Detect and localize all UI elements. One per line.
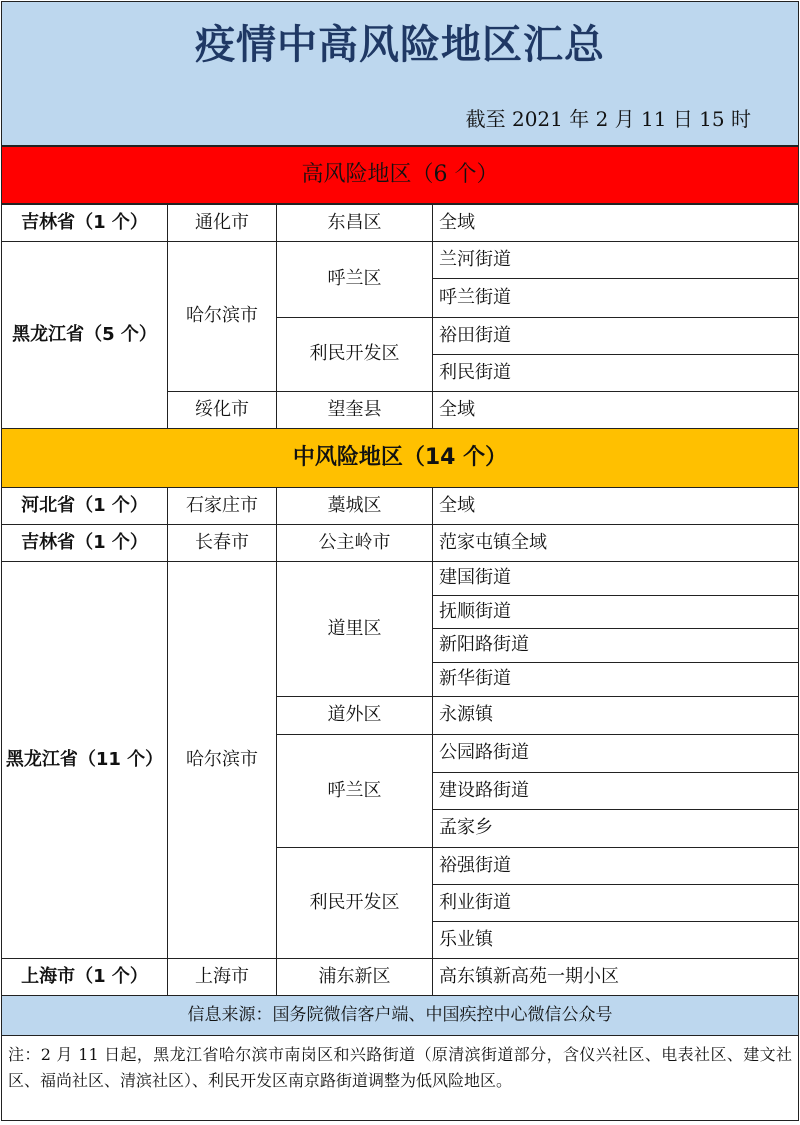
note-paragraph: 注：2 月 11 日起，黑龙江省哈尔滨市南岗区和兴路街道（原清滨街道部分，含仪兴社区、电表社区、建文社区、福尚社区、清滨社区）、利民开发区南京路街道调整为低风险地区。 xyxy=(1,1035,799,1121)
area-cell: 公园路街道 xyxy=(432,734,799,773)
page-title: 疫情中高风险地区汇总 xyxy=(195,22,605,68)
district-cell: 东昌区 xyxy=(276,204,433,242)
area-cell: 全域 xyxy=(432,204,799,242)
province-cell: 吉林省（1 个） xyxy=(1,204,168,242)
risk-area-summary-sheet xyxy=(1,1,799,1121)
province-cell: 上海市（1 个） xyxy=(1,958,168,996)
city-cell: 上海市 xyxy=(167,958,277,996)
city-cell: 绥化市 xyxy=(167,391,277,429)
province-cell: 河北省（1 个） xyxy=(1,487,168,525)
district-cell: 利民开发区 xyxy=(276,317,433,392)
district-cell: 道外区 xyxy=(276,696,433,735)
city-cell: 长春市 xyxy=(167,524,277,562)
area-cell: 裕田街道 xyxy=(432,317,799,355)
area-cell: 呼兰街道 xyxy=(432,278,799,318)
district-cell: 浦东新区 xyxy=(276,958,433,996)
area-cell: 新华街道 xyxy=(432,662,799,697)
province-cell: 黑龙江省（5 个） xyxy=(1,241,168,429)
as-of-time: 截至 2021 年 2 月 11 日 15 时 xyxy=(465,107,751,131)
area-cell: 范家屯镇全域 xyxy=(432,524,799,562)
district-cell: 呼兰区 xyxy=(276,734,433,848)
city-cell: 通化市 xyxy=(167,204,277,242)
area-cell: 利业街道 xyxy=(432,884,799,922)
area-cell: 建设路街道 xyxy=(432,772,799,810)
district-cell: 公主岭市 xyxy=(276,524,433,562)
area-cell: 乐业镇 xyxy=(432,921,799,959)
area-cell: 兰河街道 xyxy=(432,241,799,279)
district-cell: 藁城区 xyxy=(276,487,433,525)
area-cell: 建国街道 xyxy=(432,561,799,596)
high-risk-header: 高风险地区（6 个） xyxy=(1,146,799,204)
province-cell: 吉林省（1 个） xyxy=(1,524,168,562)
area-cell: 永源镇 xyxy=(432,696,799,735)
area-cell: 利民街道 xyxy=(432,354,799,392)
area-cell: 新阳路街道 xyxy=(432,628,799,663)
medium-risk-header: 中风险地区（14 个） xyxy=(1,428,799,488)
area-cell: 裕强街道 xyxy=(432,847,799,885)
area-cell: 全域 xyxy=(432,391,799,429)
city-cell: 哈尔滨市 xyxy=(167,241,277,392)
area-cell: 抚顺街道 xyxy=(432,595,799,629)
source-line: 信息来源：国务院微信客户端、中国疾控中心微信公众号 xyxy=(1,995,799,1036)
area-cell: 孟家乡 xyxy=(432,809,799,848)
district-cell: 道里区 xyxy=(276,561,433,697)
district-cell: 望奎县 xyxy=(276,391,433,429)
city-cell: 哈尔滨市 xyxy=(167,561,277,959)
area-cell: 全域 xyxy=(432,487,799,525)
province-cell: 黑龙江省（11 个） xyxy=(1,561,168,959)
city-cell: 石家庄市 xyxy=(167,487,277,525)
area-cell: 高东镇新高苑一期小区 xyxy=(432,958,799,996)
district-cell: 呼兰区 xyxy=(276,241,433,318)
district-cell: 利民开发区 xyxy=(276,847,433,959)
